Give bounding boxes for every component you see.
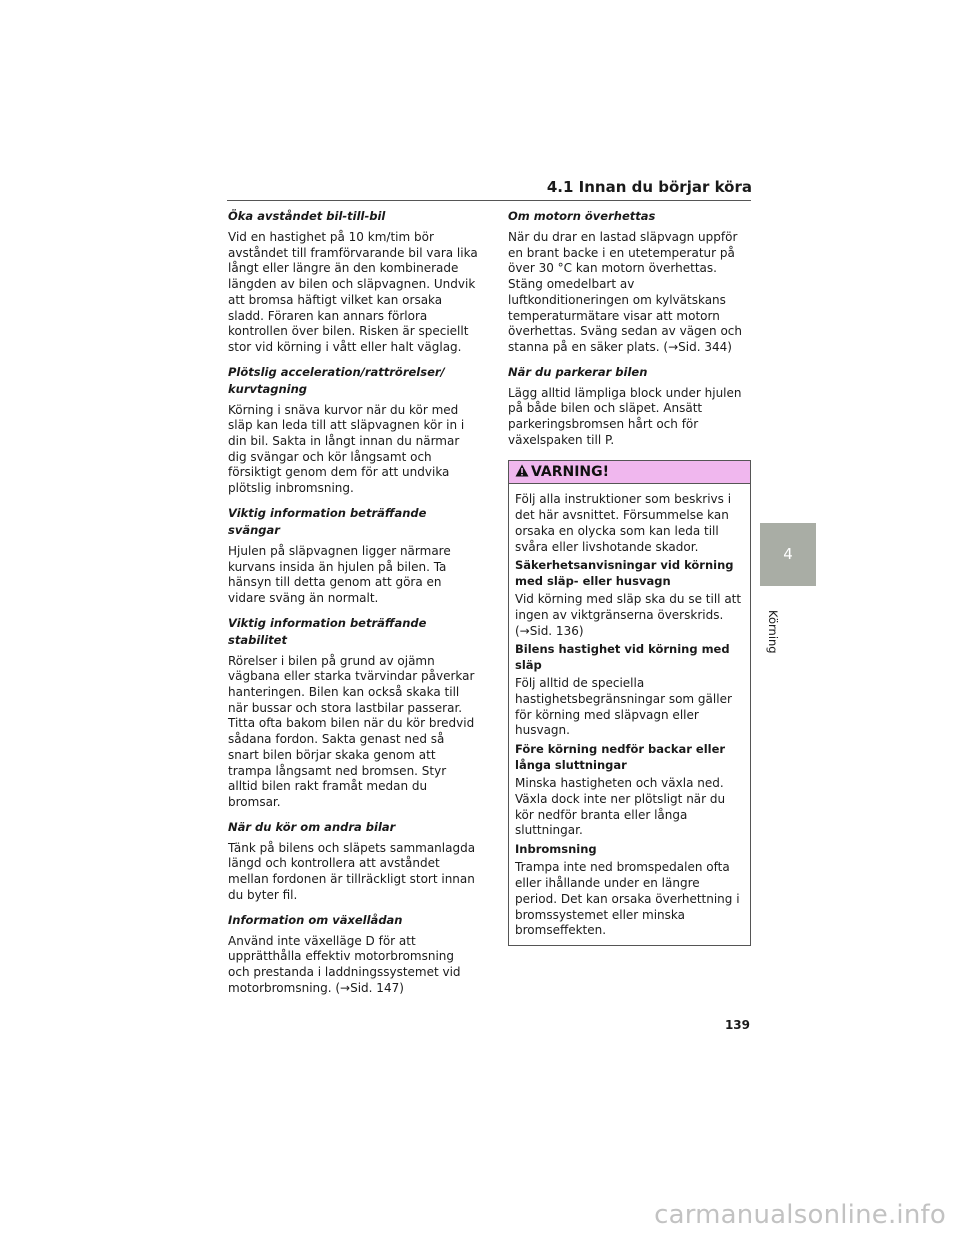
warning-item-heading: Inbromsning [515, 841, 597, 856]
subsection-text: Lägg alltid lämpliga block under hjulen på både bilen och släpet. Ansätt parkeringsbromsen hårt och för växelspaken till P. [508, 385, 742, 447]
warning-triangle-icon [515, 464, 529, 477]
subsection-text: Vid en hastighet på 10 km/tim bör avståndet till framförvarande bil vara lika långt eller längre än den kombinerade längden av bilen och släpvagnen. Undvik att bromsa häftigt vilket kan orsaka sladd. Föraren kan annars förlora kontrollen över bilen. Risken är speciellt stor vid körning i vått eller halt väglag. [228, 230, 478, 354]
subsection-heading: Viktig information beträffande stabilitet [228, 615, 427, 647]
subsection-heading: Plötslig acceleration/rattrörelser/ kurvtagning [228, 364, 445, 396]
warning-title: VARNING! [531, 464, 610, 481]
warning-item-heading: Bilens hastighet vid körning med släp [515, 642, 730, 672]
chapter-tab: 4 [760, 523, 816, 586]
subsection [228, 819, 478, 904]
subsection-text: När du drar en lastad släpvagn uppför en brant backe i en utetemperatur på över 30 °C kan motorn överhettas. Stäng omedelbart av luftkonditioneringen om kylvätskans temperaturmätare visar att motorn överhettas. Sväng sedan av vägen och stanna på en säker plats. (→Sid. 344) [508, 230, 743, 354]
subsection [228, 912, 478, 997]
warning-box [508, 460, 751, 946]
warning-header [509, 461, 750, 484]
subsection-heading: När du parkerar bilen [508, 364, 648, 379]
warning-item-text: Följ alltid de speciella hastighetsbegränsningar som gäller för körning med släpvagn eller husvagn. [515, 676, 732, 738]
subsection [508, 208, 751, 356]
subsection-text: Rörelser i bilen på grund av ojämn vägbana eller starka tvärvindar påverkar hanteringen. Bilen kan också skaka till när bussar och stora lastbilar passerar. Titta ofta bakom bilen när du kör bredvid sådana fordon. Sakta genast ned så snart bilen börjar skaka genom att trampa långsamt ned bromsen. Styr alltid bilen rakt framåt medan du bromsar. [228, 653, 475, 809]
header-divider [227, 200, 751, 201]
subsection-heading: Öka avståndet bil-till-bil [228, 209, 386, 223]
chapter-label: Körning [766, 610, 780, 654]
subsection [228, 505, 478, 607]
warning-body [509, 484, 750, 945]
subsection-heading: Information om växellådan [228, 912, 403, 927]
warning-item-text: Vid körning med släp ska du se till att ingen av viktgränserna överskrids. (→Sid. 136) [515, 592, 742, 638]
right-column [508, 208, 751, 946]
subsection [228, 364, 478, 497]
subsection-text: Körning i snäva kurvor när du kör med släp kan leda till att släpvagnen kör in i din bil. Sakta in långt innan du närmar dig svängar och kör långsamt och försiktigt genom dem för att undvika plötslig inbromsning. [228, 402, 465, 496]
warning-item-text: Minska hastigheten och växla ned. Växla dock inte ner plötsligt när du kör nedför branta eller långa sluttningar. [515, 776, 726, 838]
warning-intro: Följ alla instruktioner som beskrivs i det här avsnittet. Försummelse kan orsaka en olycka som kan leda till svåra eller livshotande skador. [515, 492, 732, 554]
warning-item-text: Trampa inte ned bromspedalen ofta eller ihållande under en längre period. Det kan orsaka överhettning i bromssystemet eller minska bromseffekten. [515, 860, 740, 938]
section-title: 4.1 Innan du börjar köra [546, 178, 752, 196]
subsection-heading: Om motorn överhettas [508, 209, 656, 223]
subsection [228, 208, 478, 356]
subsection [228, 615, 478, 811]
subsection-text: Använd inte växelläge D för att upprätthålla effektiv motorbromsning och prestanda i laddningssystemet vid motorbromsning. (→Sid. 147) [228, 933, 461, 995]
warning-item-heading: Före körning nedför backar eller långa sluttningar [515, 742, 726, 772]
subsection-text: Tänk på bilens och släpets sammanlagda längd och kontrollera att avståndet mellan fordonen är tillräckligt stort innan du byter fil. [228, 840, 476, 902]
subsection [508, 364, 751, 449]
left-column [228, 208, 478, 1004]
subsection-heading: Viktig information beträffande svängar [228, 505, 427, 537]
subsection-heading: När du kör om andra bilar [228, 819, 396, 834]
warning-item-heading: Säkerhetsanvisningar vid körning med släp- eller husvagn [515, 558, 734, 588]
subsection-text: Hjulen på släpvagnen ligger närmare kurvans insida än hjulen på bilen. Ta hänsyn till detta genom att göra en vidare sväng än normalt. [228, 543, 451, 605]
page-number: 139 [724, 1018, 750, 1032]
watermark: carmanualsonline.info [654, 1200, 946, 1230]
